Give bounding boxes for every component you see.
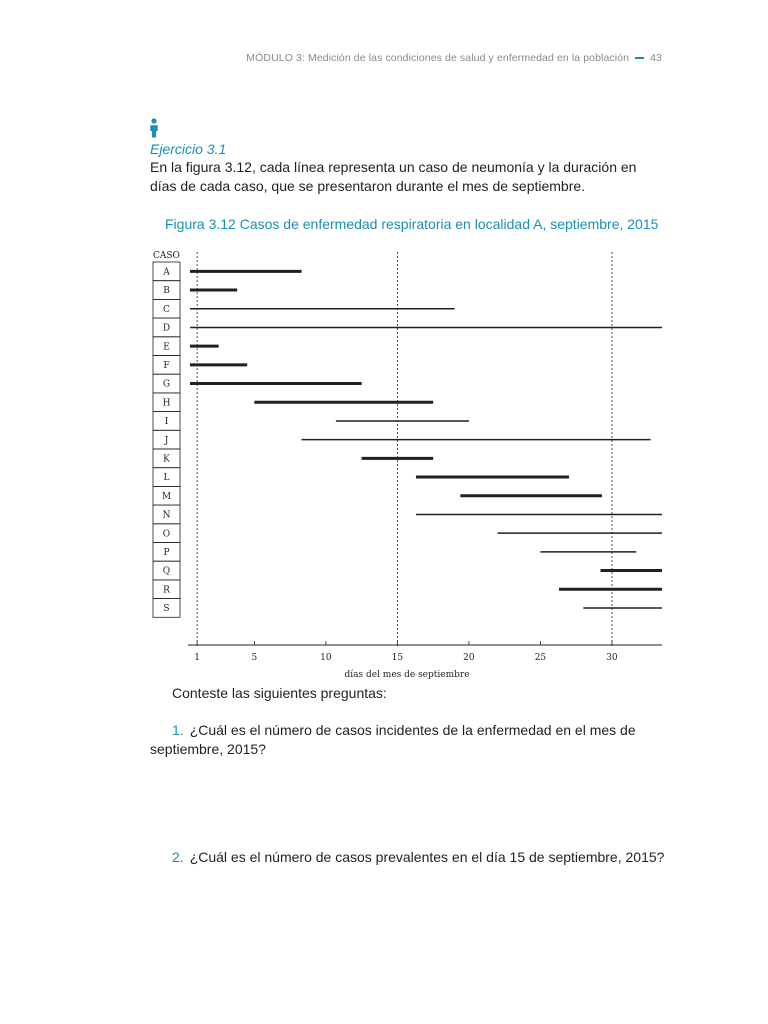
case-label-f: F bbox=[163, 361, 170, 371]
running-title: MÓDULO 3: Medición de las condiciones de salud y enfermedad en la población bbox=[246, 52, 630, 64]
case-label-h: H bbox=[162, 398, 171, 409]
case-label-k: K bbox=[163, 454, 170, 465]
x-tick-label-25: 25 bbox=[534, 653, 547, 663]
question-number: 1. bbox=[172, 722, 184, 738]
question-1 bbox=[150, 721, 665, 759]
case-label-m: M bbox=[161, 491, 172, 502]
case-label-g: G bbox=[162, 379, 171, 390]
case-label-s: S bbox=[163, 604, 170, 615]
page-number: 43 bbox=[650, 52, 662, 64]
figure-caption: Figura 3.12 Casos de enfermedad respiratoria en localidad A, septiembre, 2015 bbox=[165, 216, 659, 232]
case-label-a: A bbox=[163, 267, 170, 278]
question-text: ¿Cuál es el número de casos prevalentes en el día 15 de septiembre, 2015? bbox=[189, 849, 665, 865]
exercise-title: Ejercicio 3.1 bbox=[150, 141, 227, 157]
case-label-l: L bbox=[163, 473, 170, 484]
case-label-r: R bbox=[163, 585, 170, 596]
instruction: Conteste las siguientes preguntas: bbox=[172, 685, 387, 701]
x-tick-label-30: 30 bbox=[606, 653, 618, 663]
case-label-d: D bbox=[162, 323, 171, 334]
case-label-e: E bbox=[163, 342, 170, 353]
question-2 bbox=[150, 848, 665, 867]
case-label-b: B bbox=[163, 286, 170, 297]
question-text: ¿Cuál es el número de casos incidentes de la enfermedad en el mes de septiembre, 2015? bbox=[150, 722, 636, 757]
case-label-o: O bbox=[162, 529, 171, 540]
case-label-c: C bbox=[163, 304, 170, 315]
case-label-i: I bbox=[164, 417, 169, 428]
x-axis-label: días del mes de septiembre bbox=[344, 670, 470, 680]
question-number: 2. bbox=[172, 849, 184, 865]
x-tick-label-15: 15 bbox=[391, 653, 404, 663]
x-tick-label-5: 5 bbox=[251, 653, 258, 663]
case-header: CASO bbox=[153, 251, 180, 261]
case-label-p: P bbox=[163, 548, 170, 558]
x-tick-label-1: 1 bbox=[194, 653, 201, 663]
case-label-q: Q bbox=[162, 566, 171, 577]
exercise-intro: En la figura 3.12, cada línea representa un caso de neumonía y la duración en días de cada caso, que se presentaron durante el mes de septiembre. bbox=[150, 159, 637, 194]
x-tick-label-20: 20 bbox=[463, 653, 475, 663]
case-label-j: J bbox=[164, 435, 169, 446]
case-label-n: N bbox=[162, 510, 171, 521]
x-tick-label-10: 10 bbox=[320, 653, 332, 663]
